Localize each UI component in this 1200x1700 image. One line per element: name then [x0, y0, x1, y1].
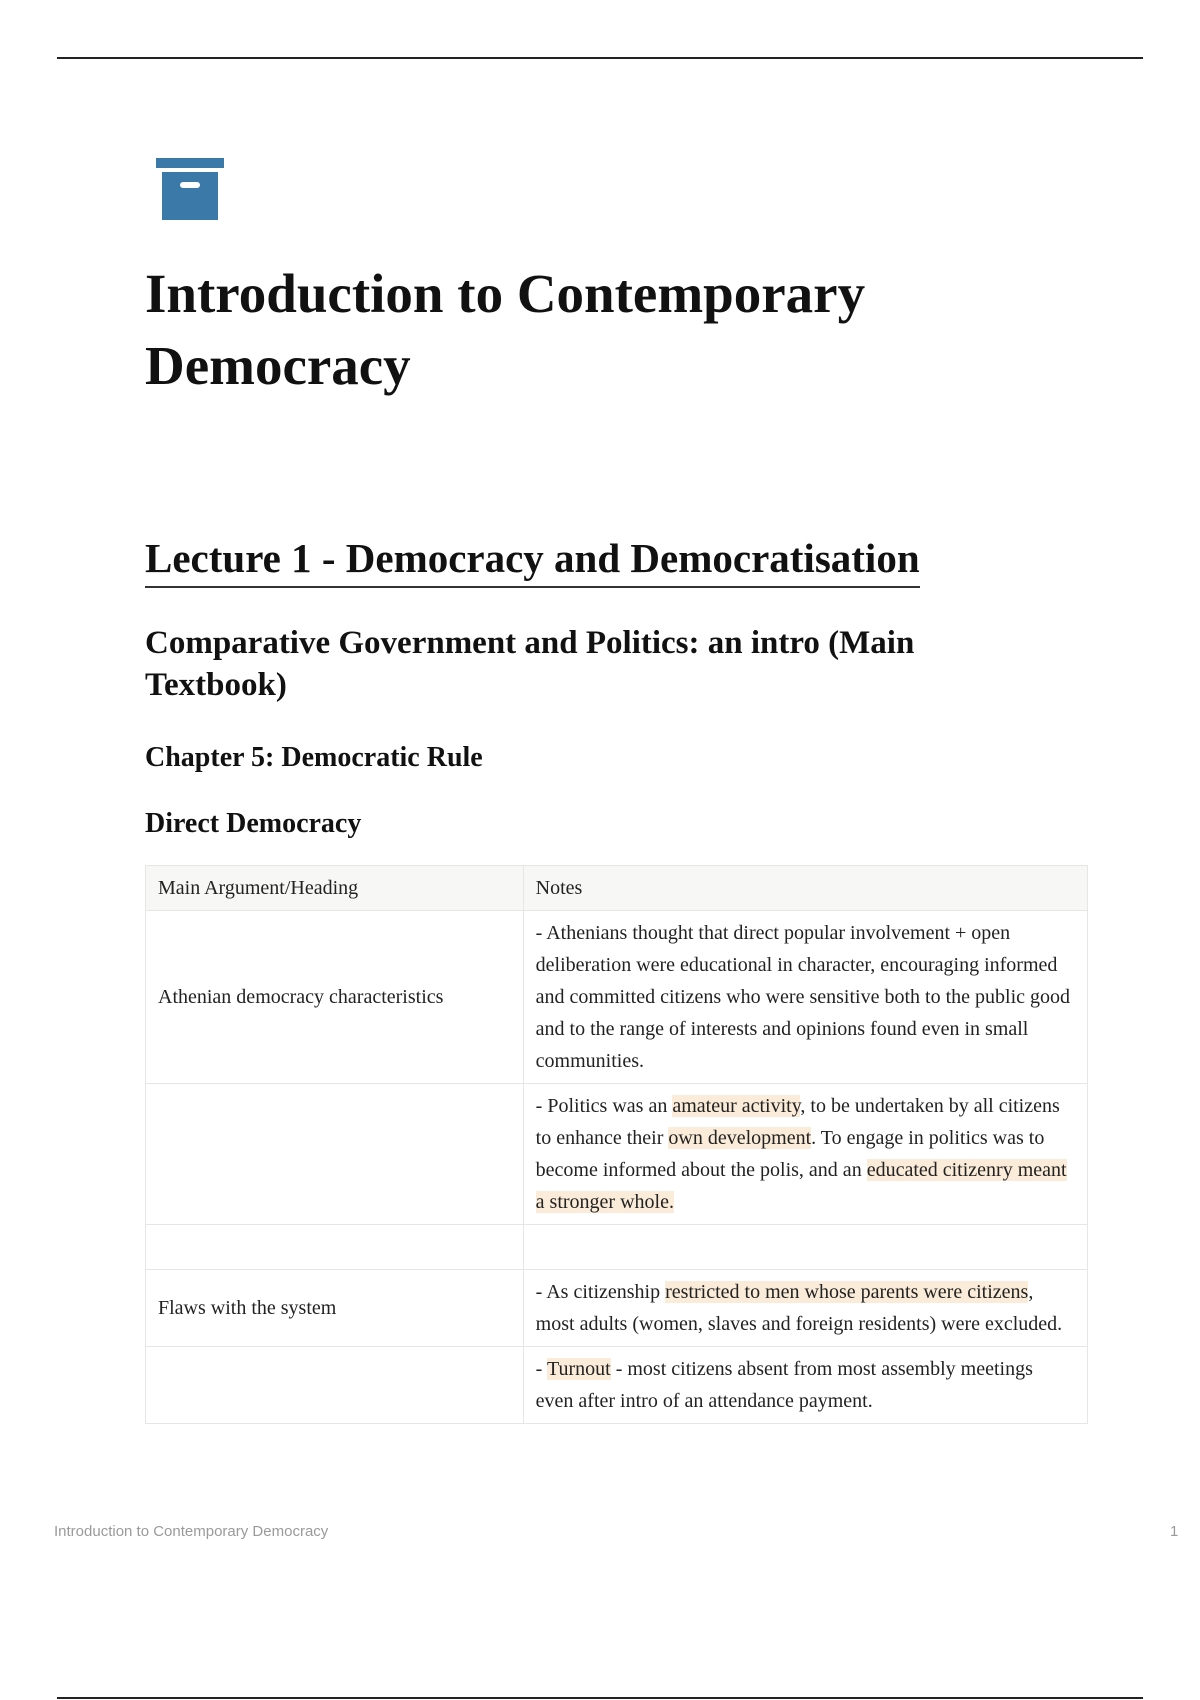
textbook-heading: Comparative Government and Politics: an intro (Main Textbook)	[145, 625, 915, 703]
note-text: - As citizenship	[535, 1281, 666, 1303]
table-row	[146, 1270, 1088, 1347]
note-text: - Athenians thought that direct popular involvement + open deliberation were educational in character, encouraging informed and committed citizens who were sensitive both to the public good and to the range of interests and opinions found even in small communities.	[535, 922, 1070, 1072]
row-heading: Flaws with the system	[146, 1270, 524, 1347]
note-text: - most citizens absent from most assembly meetings even after intro of an attendance payment.	[535, 1358, 1033, 1412]
table-row	[146, 1347, 1088, 1424]
note-text: . To engage in politics was to become informed about the polis, and an	[535, 1127, 1045, 1181]
note-text: , most adults (women, slaves and foreign residents) were excluded.	[535, 1281, 1063, 1335]
highlighted-text: Turnout	[546, 1358, 611, 1380]
footer-title: Introduction to Contemporary Democracy	[54, 1523, 329, 1540]
table-row	[146, 1084, 1088, 1225]
row-notes	[523, 1084, 1087, 1225]
footer-page-number: 1	[1170, 1523, 1179, 1540]
top-rule	[57, 57, 1143, 59]
table-row	[146, 1225, 1088, 1270]
table-row	[146, 911, 1088, 1084]
row-heading	[146, 1225, 524, 1270]
highlighted-text: own development	[668, 1127, 812, 1149]
note-text: , to be undertaken by all citizens to enhance their	[535, 1095, 1060, 1149]
highlighted-text: amateur activity	[672, 1095, 801, 1117]
note-text: -	[535, 1358, 547, 1380]
row-notes	[523, 1225, 1087, 1270]
column-header-main-argument: Main Argument/Heading	[146, 866, 524, 911]
row-notes	[523, 1347, 1087, 1424]
bottom-rule	[57, 1697, 1143, 1699]
section-heading: Direct Democracy	[145, 808, 362, 839]
page-title: Introduction to Contemporary Democracy	[145, 263, 866, 396]
highlighted-text: restricted to men whose parents were citizens	[665, 1281, 1029, 1303]
row-heading	[146, 1084, 524, 1225]
highlighted-text: educated citizenry meant a stronger whole.	[535, 1159, 1067, 1213]
row-notes	[523, 1270, 1087, 1347]
notes-table	[145, 865, 1088, 1424]
row-notes	[523, 911, 1087, 1084]
row-heading: Athenian democracy characteristics	[146, 911, 524, 1084]
note-text: - Politics was an	[535, 1095, 673, 1117]
chapter-heading: Chapter 5: Democratic Rule	[145, 742, 483, 773]
row-heading	[146, 1347, 524, 1424]
column-header-notes: Notes	[523, 866, 1087, 911]
archive-box-icon	[156, 158, 224, 222]
table-header-row	[146, 866, 1088, 911]
lecture-heading: Lecture 1 - Democracy and Democratisation	[145, 530, 920, 588]
